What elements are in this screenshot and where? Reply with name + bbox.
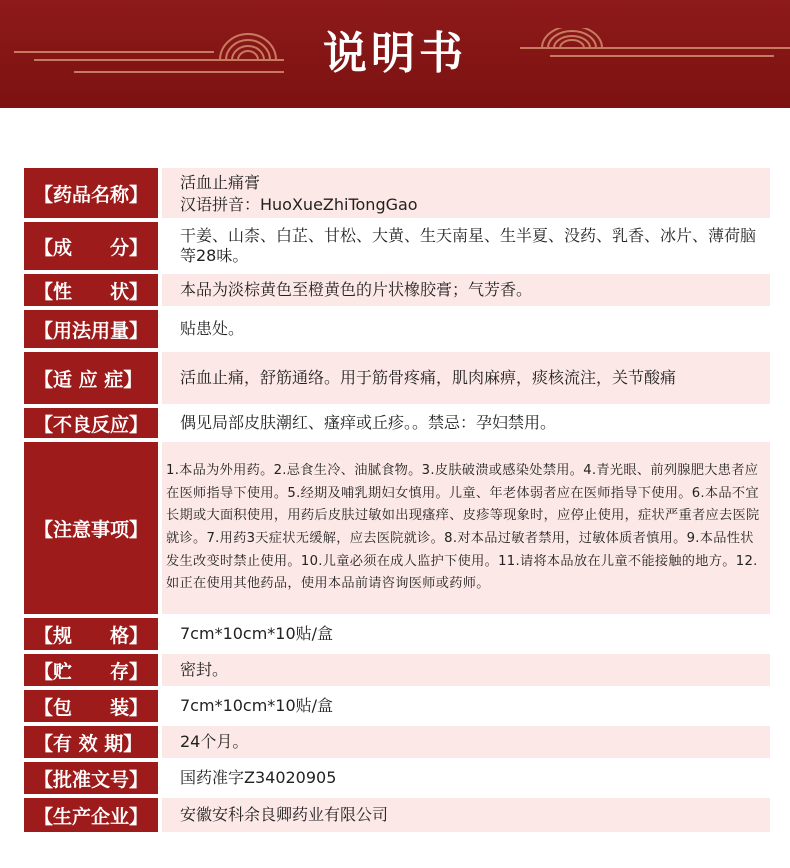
row-label: 【适 应 症】 xyxy=(24,352,158,404)
row-label: 【贮 存】 xyxy=(24,654,158,686)
row-value: 偶见局部皮肤潮红、瘙痒或丘疹。。禁忌：孕妇禁用。 xyxy=(162,408,770,438)
row-value: 国药准字Z34020905 xyxy=(162,762,770,794)
row-label: 【成 分】 xyxy=(24,222,158,270)
row-label: 【包 装】 xyxy=(24,690,158,722)
row-appearance xyxy=(24,274,770,306)
row-storage xyxy=(24,654,770,686)
row-label: 【有 效 期】 xyxy=(24,726,158,758)
page-title: 说明书 xyxy=(323,28,467,79)
row-ingredients xyxy=(24,222,770,270)
row-label: 【不良反应】 xyxy=(24,408,158,438)
row-label: 【药品名称】 xyxy=(24,168,158,218)
row-adverse xyxy=(24,408,770,438)
row-package xyxy=(24,690,770,722)
row-label: 【批准文号】 xyxy=(24,762,158,794)
row-label: 【用法用量】 xyxy=(24,310,158,348)
row-value: 干姜、山柰、白芷、甘松、大黄、生天南星、生半夏、没药、乳香、冰片、薄荷脑等28味。 xyxy=(162,222,770,270)
row-value: 贴患处。 xyxy=(162,310,770,348)
row-usage xyxy=(24,310,770,348)
row-label: 【规 格】 xyxy=(24,618,158,650)
row-value: 安徽安科余良卿药业有限公司 xyxy=(162,798,770,832)
row-validity xyxy=(24,726,770,758)
row-value: 密封。 xyxy=(162,654,770,686)
row-precautions xyxy=(24,442,770,614)
row-label: 【生产企业】 xyxy=(24,798,158,832)
row-indications xyxy=(24,352,770,404)
row-value: 24个月。 xyxy=(162,726,770,758)
row-approval xyxy=(24,762,770,794)
row-spec xyxy=(24,618,770,650)
row-label: 【注意事项】 xyxy=(24,442,158,614)
row-value: 7cm*10cm*10贴/盒 xyxy=(162,618,770,650)
row-manufacturer xyxy=(24,798,770,832)
row-value: 活血止痛膏 汉语拼音：HuoXueZhiTongGao xyxy=(162,168,770,218)
info-table xyxy=(24,168,770,836)
row-value: 活血止痛，舒筋通络。用于筋骨疼痛，肌肉麻痹，痰核流注，关节酸痛 xyxy=(162,352,770,404)
row-value: 1.本品为外用药。2.忌食生冷、油腻食物。3.皮肤破溃或感染处禁用。4.青光眼、前列腺肥大患者应在医师指导下使用。5.经期及哺乳期妇女慎用。儿童、年老体弱者应在医师指导下使用。6.本品不宜长期或大面积使用，用药后皮肤过敏如出现瘙痒、皮疹等现象时，应停止使用，症状严重者应去医院就诊。7.用药3天症状无缓解，应去医院就诊。8.对本品过敏者禁用，过敏体质者慎用。9.本品性状发生改变时禁止使用。10.儿童必须在成人监护下使用。11.请将本品放在儿童不能接触的地方。12.如正在使用其他药品，使用本品前请咨询医师或药师。 xyxy=(162,442,770,614)
row-label: 【性 状】 xyxy=(24,274,158,306)
row-value: 7cm*10cm*10贴/盒 xyxy=(162,690,770,722)
row-value: 本品为淡棕黄色至橙黄色的片状橡胶膏；气芳香。 xyxy=(162,274,770,306)
row-name xyxy=(24,168,770,218)
